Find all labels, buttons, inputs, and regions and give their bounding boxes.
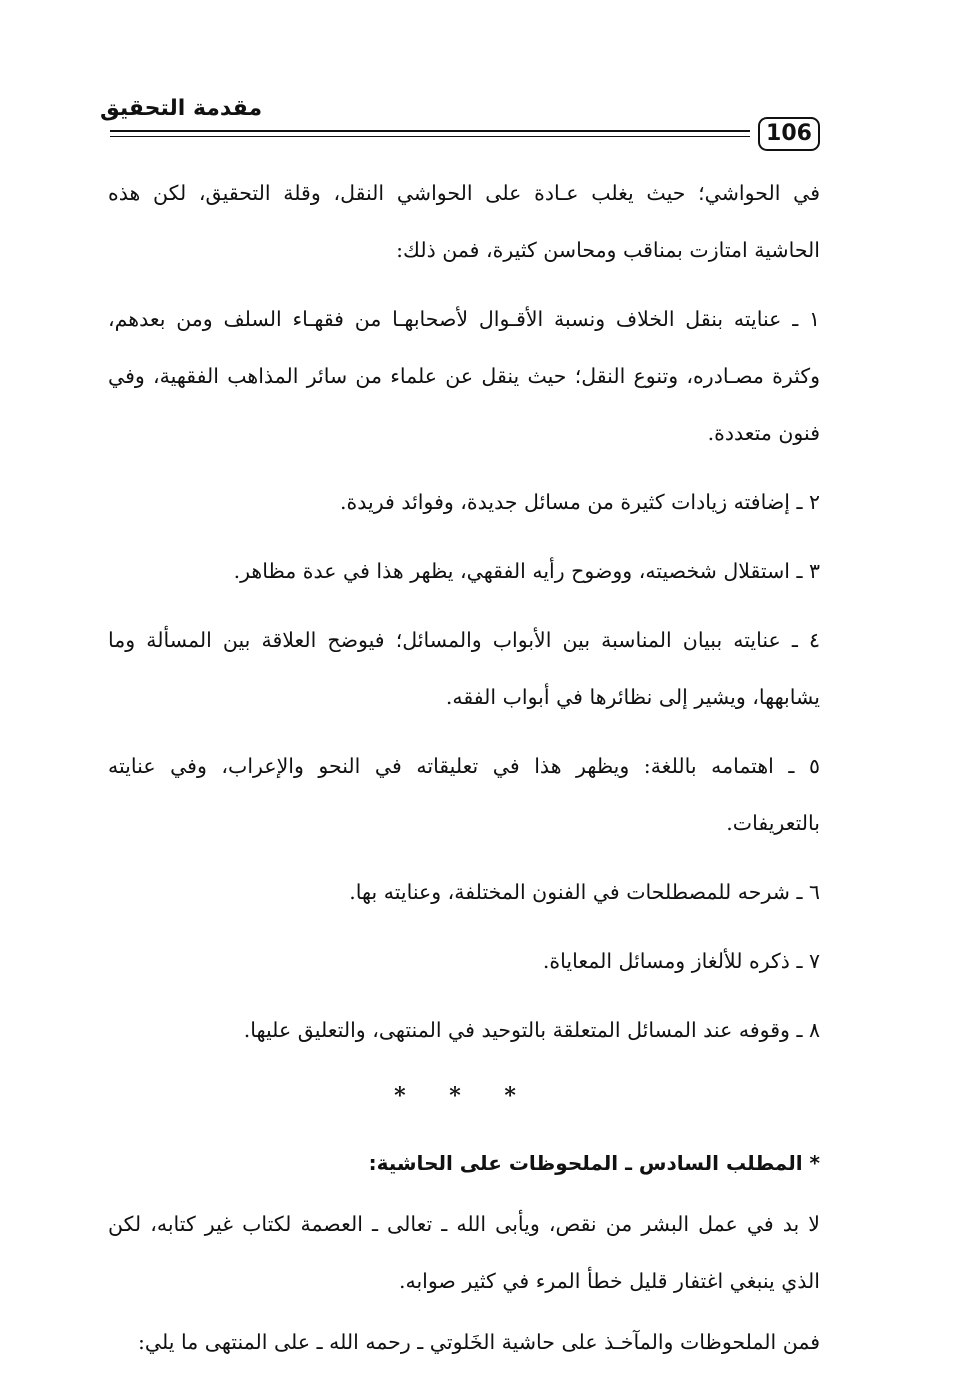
header-rule-thin xyxy=(110,136,750,137)
list-item-1: ١ ـ عنايته بنقل الخلاف ونسبة الأقـوال لأصحابهـا من فقهـاء السلف ومن بعدهم، وكثرة مصـادره، وتنوع النقل؛ حيث ينقل عن علماء من سائر المذاهب الفقهية، وفي فنون متعددة. xyxy=(108,307,820,445)
paragraph-closing-1: لا بد في عمل البشر من نقص، ويأبى الله ـ تعالى ـ العصمة لكتاب غير كتابه، لكن الذي ينبغي اغتفار قليل خطأ المرء في كثير صوابه. xyxy=(108,1212,820,1293)
body-text xyxy=(108,165,820,1383)
list-item-3: ٣ ـ استقلال شخصيته، ووضوح رأيه الفقهي، يظهر هذا في عدة مظاهر. xyxy=(233,559,820,583)
list-item-5: ٥ ـ اهتمامه باللغة: ويظهر هذا في تعليقاته في النحو والإعراب، وفي عنايته بالتعريفات. xyxy=(108,754,820,835)
list-item-8: ٨ ـ وقوفه عند المسائل المتعلقة بالتوحيد في المنتهى، والتعليق عليها. xyxy=(243,1018,820,1042)
paragraph-intro: في الحواشي؛ حيث يغلب عـادة على الحواشي النقل، وقلة التحقيق، لكن هذه الحاشية امتازت بمناقب ومحاسن كثيرة، فمن ذلك: xyxy=(108,181,820,262)
list-item-6: ٦ ـ شرحه للمصطلحات في الفنون المختلفة، وعنايته بها. xyxy=(349,880,820,904)
list-item-2: ٢ ـ إضافته زيادات كثيرة من مسائل جديدة، وفوائد فريدة. xyxy=(339,490,820,514)
page-number-badge: 106 xyxy=(758,117,820,151)
paragraph-closing-2: فمن الملحوظات والمآخـذ على حاشية الخَلوتي ـ رحمه الله ـ على المنتهى ما يلي: xyxy=(138,1330,820,1354)
running-header-title: مقدمة التحقيق xyxy=(100,96,263,121)
list-item-4: ٤ ـ عنايته ببيان المناسبة بين الأبواب والمسائل؛ فيوضح العلاقة بين المسألة وما يشابهها، ويشير إلى نظائرها في أبواب الفقه. xyxy=(108,628,820,709)
list-item-7: ٧ ـ ذكره للألغاز ومسائل المعاياة. xyxy=(542,949,820,973)
section-separator: * * * xyxy=(394,1083,534,1109)
section-heading: * المطلب السادس ـ الملحوظات على الحاشية: xyxy=(368,1151,820,1175)
header-rule-thick xyxy=(110,130,750,132)
